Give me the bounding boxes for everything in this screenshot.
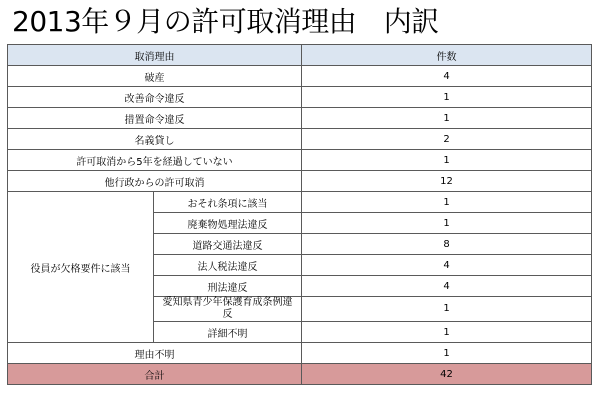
table-row xyxy=(8,343,592,364)
reason-cell: 許可取消から5年を経過していない xyxy=(8,150,302,171)
count-cell: 1 xyxy=(302,322,592,343)
count-cell: 1 xyxy=(302,150,592,171)
total-count-cell: 42 xyxy=(302,364,592,385)
sub-reason-cell: 愛知県青少年保護育成条例違反 xyxy=(154,297,302,322)
count-cell: 1 xyxy=(302,108,592,129)
count-cell: 4 xyxy=(302,66,592,87)
sub-reason-cell: 道路交通法違反 xyxy=(154,234,302,255)
sub-reason-cell: 法人税法違反 xyxy=(154,255,302,276)
reason-cell: 名義貸し xyxy=(8,129,302,150)
count-cell: 1 xyxy=(302,297,592,322)
reason-cell: 他行政からの許可取消 xyxy=(8,171,302,192)
header-count: 件数 xyxy=(302,45,592,66)
table-row xyxy=(8,108,592,129)
reason-cell: 改善命令違反 xyxy=(8,87,302,108)
table-row xyxy=(8,150,592,171)
total-label-cell: 合計 xyxy=(8,364,302,385)
count-cell: 1 xyxy=(302,192,592,213)
reason-cell: 措置命令違反 xyxy=(8,108,302,129)
reason-cell: 破産 xyxy=(8,66,302,87)
sub-reason-cell: 刑法違反 xyxy=(154,276,302,297)
table-header-row xyxy=(8,45,592,66)
sub-reason-cell: 詳細不明 xyxy=(154,322,302,343)
count-cell: 1 xyxy=(302,343,592,364)
count-cell: 1 xyxy=(302,213,592,234)
header-reason: 取消理由 xyxy=(8,45,302,66)
table-row xyxy=(8,192,592,213)
count-cell: 2 xyxy=(302,129,592,150)
total-row xyxy=(8,364,592,385)
count-cell: 4 xyxy=(302,255,592,276)
sub-reason-cell: 廃棄物処理法違反 xyxy=(154,213,302,234)
count-cell: 12 xyxy=(302,171,592,192)
reason-table xyxy=(7,44,592,385)
table-row xyxy=(8,87,592,108)
reason-cell: 理由不明 xyxy=(8,343,302,364)
page-title: 2013年９月の許可取消理由 内訳 xyxy=(12,5,439,38)
table-row xyxy=(8,171,592,192)
group-label-cell: 役員が欠格要件に該当 xyxy=(8,192,154,343)
count-cell: 8 xyxy=(302,234,592,255)
table-row xyxy=(8,129,592,150)
count-cell: 1 xyxy=(302,87,592,108)
sub-reason-cell: おそれ条項に該当 xyxy=(154,192,302,213)
table-row xyxy=(8,66,592,87)
count-cell: 4 xyxy=(302,276,592,297)
